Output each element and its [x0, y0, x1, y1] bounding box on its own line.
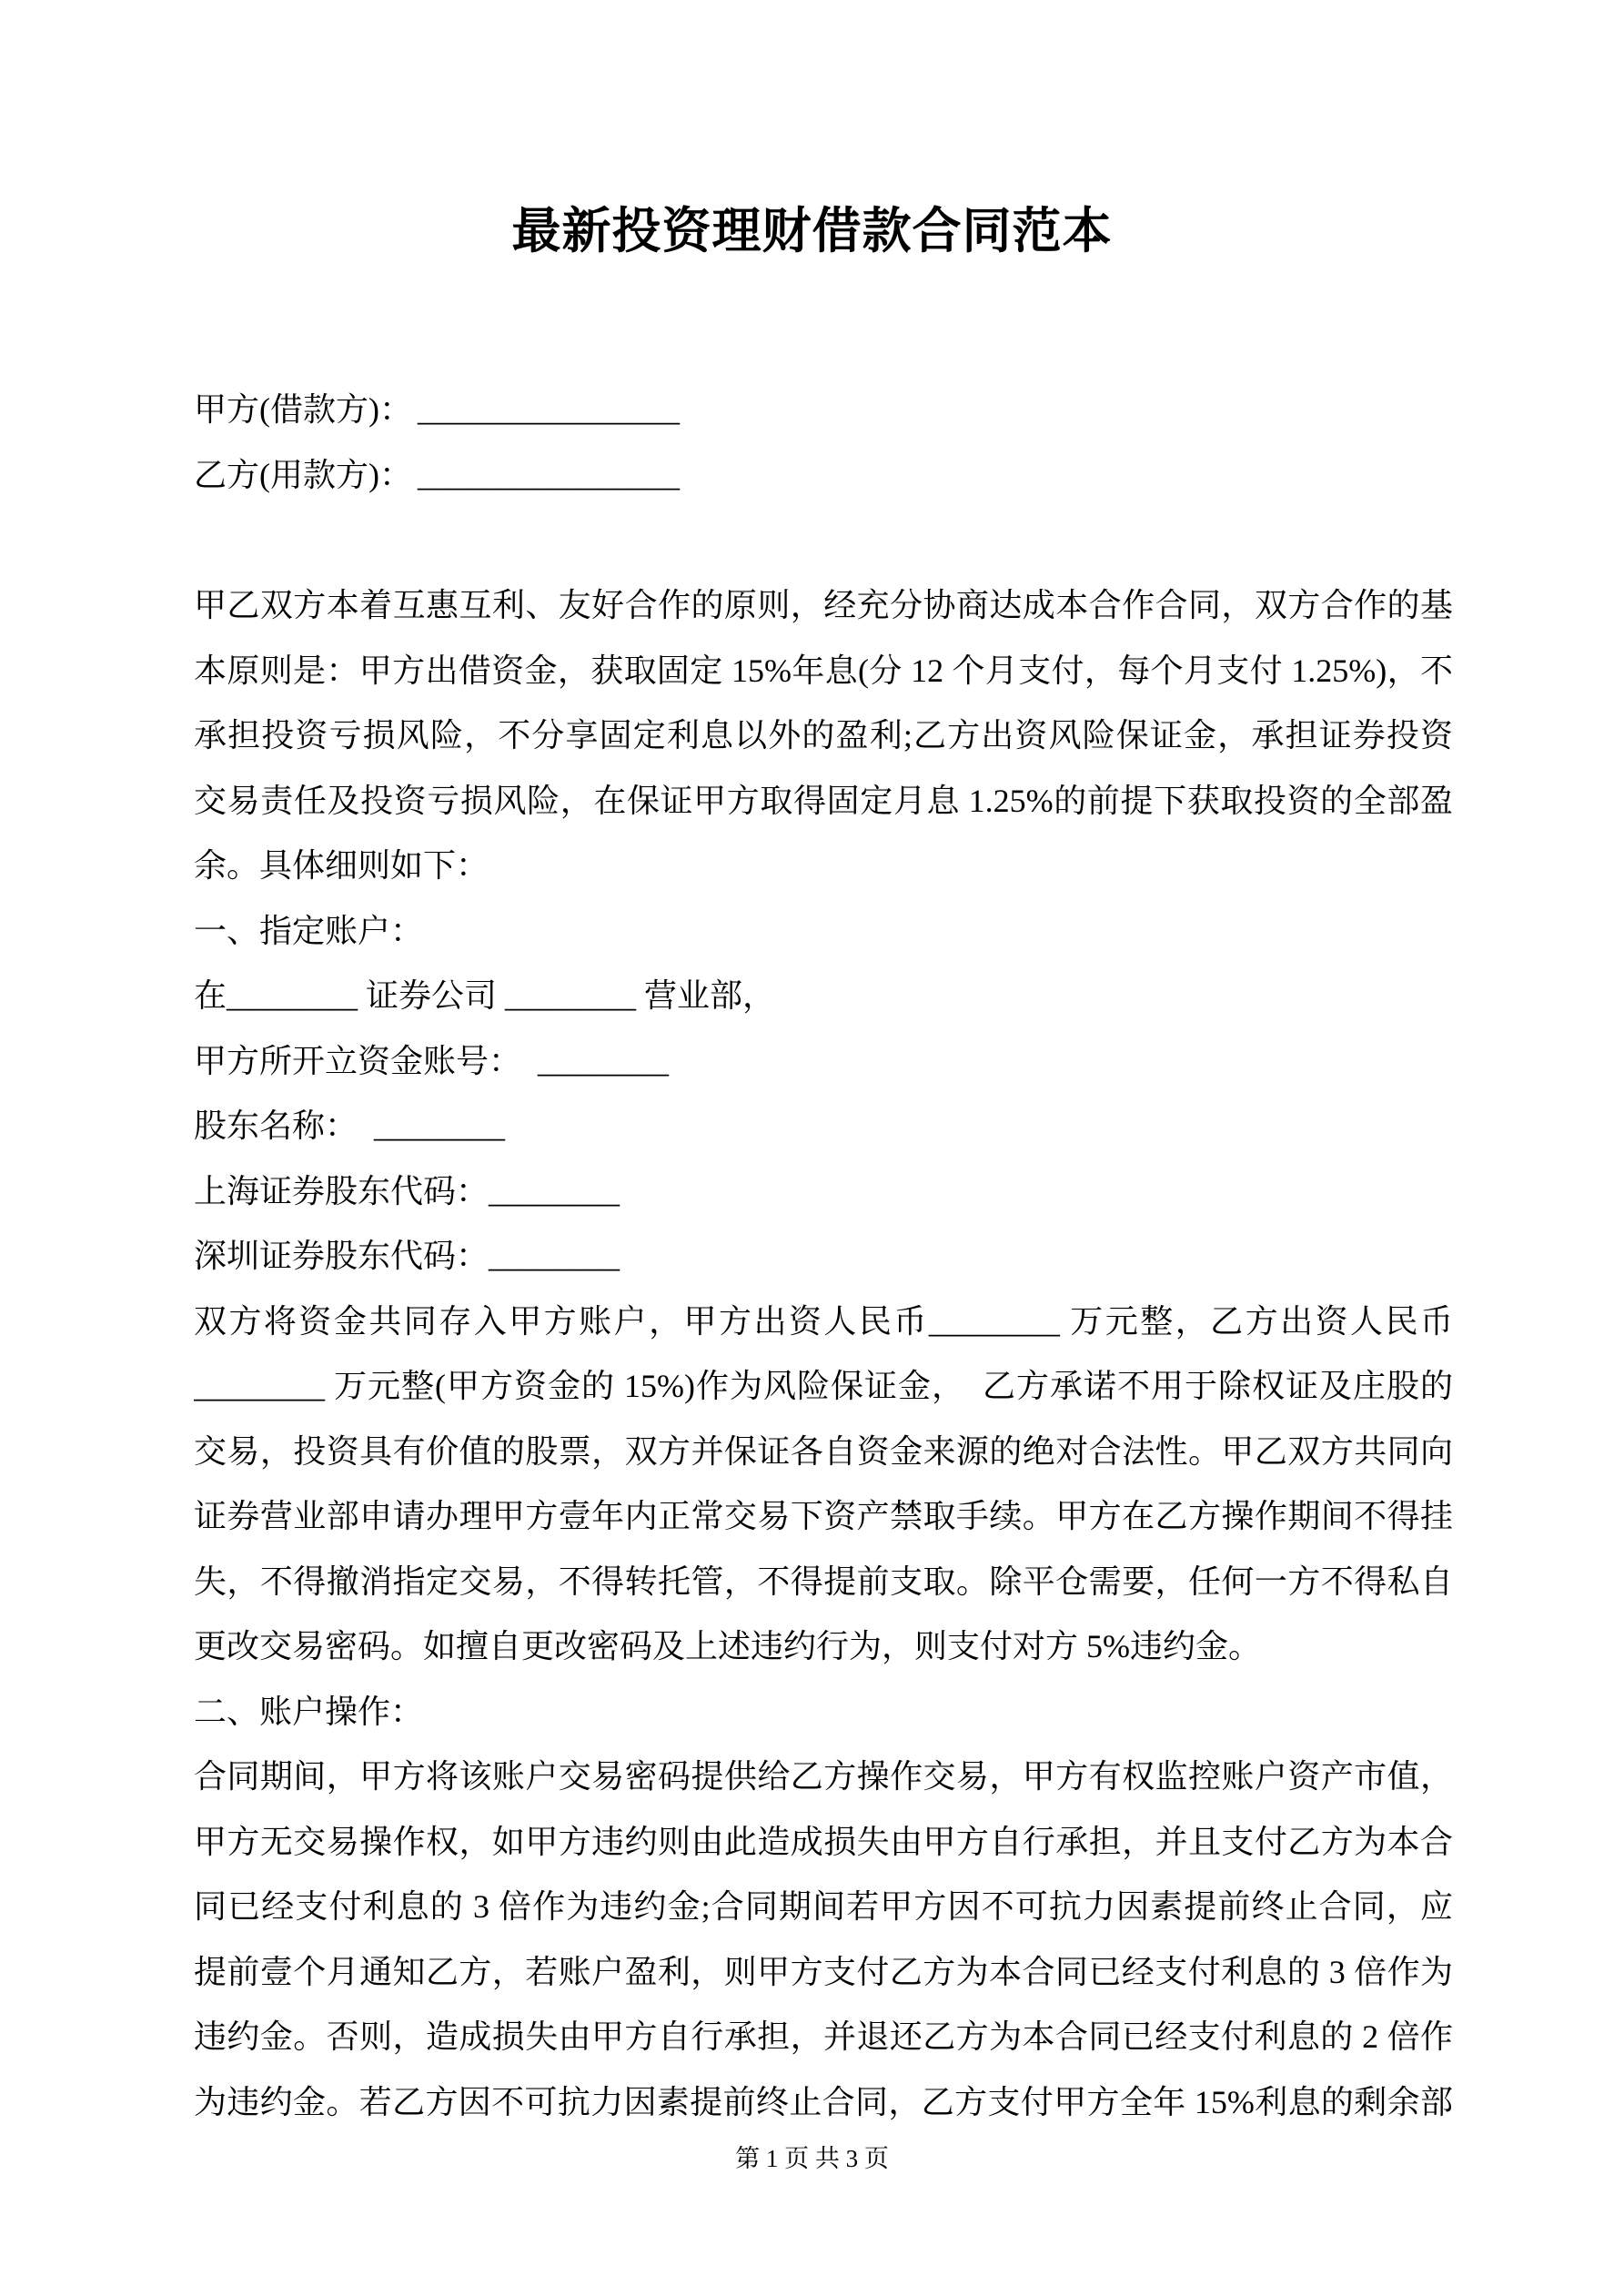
body-line: 违约金。否则，造成损失由甲方自行承担，并退还乙方为本合同已经支付利息的 2 倍作: [194, 2018, 1453, 2055]
body-line: 本原则是：甲方出借资金，获取固定 15%年息(分 12 个月支付，每个月支付 1.25%)，不: [194, 652, 1453, 689]
party-a-line: [194, 378, 1453, 443]
body-line: 双方将资金共同存入甲方账户，甲方出资人民币________ 万元整，乙方出资人民币: [194, 1302, 1453, 1340]
body-line: 失，不得撤消指定交易，不得转托管，不得提前支取。除平仓需要，任何一方不得私自: [194, 1563, 1453, 1600]
body-line: 更改交易密码。如擅自更改密码及上述违约行为，则支付对方 5%违约金。: [194, 1628, 1261, 1664]
party-a-label: 甲方(借款方)：: [194, 391, 412, 428]
body-line: 在________ 证券公司 ________ 营业部，: [194, 977, 776, 1014]
body-line: 余。具体细则如下：: [194, 847, 489, 884]
body-line: 证券营业部申请办理甲方壹年内正常交易下资产禁取手续。甲方在乙方操作期间不得挂: [194, 1498, 1453, 1534]
body-line: 一、指定账户：: [194, 912, 424, 949]
party-b-blank: ________________: [417, 456, 680, 493]
body-line: 同已经支付利息的 3 倍作为违约金;合同期间若甲方因不可抗力因素提前终止合同，应: [194, 1888, 1453, 1925]
body-line: 深圳证券股东代码：________: [194, 1238, 620, 1274]
body-line: 上海证券股东代码：________: [194, 1172, 620, 1209]
body-line: 交易责任及投资亏损风险，在保证甲方取得固定月息 1.25%的前提下获取投资的全部盈: [194, 782, 1453, 819]
party-fields: [194, 378, 1453, 508]
body-line: 交易，投资具有价值的股票，双方并保证各自资金来源的绝对合法性。甲乙双方共同向: [194, 1432, 1453, 1470]
contract-body: [194, 573, 1453, 2135]
body-line: ________ 万元整(甲方资金的 15%)作为风险保证金， 乙方承诺不用于除权证及庄股的: [194, 1368, 1453, 1404]
party-b-line: [194, 443, 1453, 509]
body-line: 二、账户操作：: [194, 1693, 424, 1730]
party-a-blank: ________________: [417, 391, 680, 428]
body-line: 甲方无交易操作权，如甲方违约则由此造成损失由甲方自行承担，并且支付乙方为本合: [194, 1823, 1453, 1860]
body-line: 承担投资亏损风险，不分享固定利息以外的盈利;乙方出资风险保证金，承担证券投资: [194, 717, 1453, 754]
party-b-label: 乙方(用款方)：: [194, 456, 412, 493]
body-line: 股东名称： ________: [194, 1108, 506, 1144]
body-line: 提前壹个月通知乙方，若账户盈利，则甲方支付乙方为本合同已经支付利息的 3 倍作为: [194, 1953, 1453, 1990]
body-line: 合同期间，甲方将该账户交易密码提供给乙方操作交易，甲方有权监控账户资产市值，: [194, 1758, 1453, 1795]
document-title: 最新投资理财借款合同范本: [511, 204, 1113, 258]
body-line: 为违约金。若乙方因不可抗力因素提前终止合同，乙方支付甲方全年 15%利息的剩余部: [194, 2083, 1453, 2120]
page-number-footer: 第 1 页 共 3 页: [735, 2145, 889, 2172]
body-line: 甲方所开立资金账号： ________: [194, 1042, 670, 1079]
body-line: 甲乙双方本着互惠互利、友好合作的原则，经充分协商达成本合作合同，双方合作的基: [194, 587, 1453, 623]
